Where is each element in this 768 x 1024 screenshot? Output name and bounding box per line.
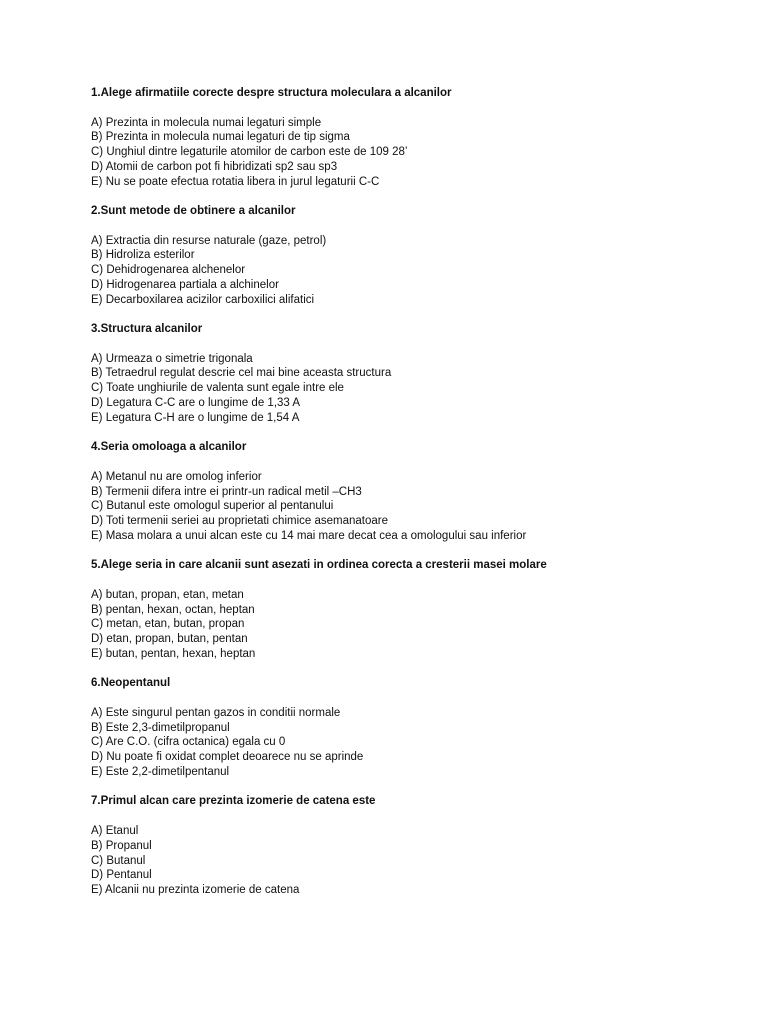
answer-option: A) Etanul [91,824,139,837]
question-6 [91,676,741,779]
question-title: 1.Alege afirmatiile corecte despre structura moleculara a alcanilor [91,87,452,99]
answer-option: D) Hidrogenarea partiala a alchinelor [91,278,279,291]
answer-option: B) Tetraedrul regulat descrie cel mai bine aceasta structura [91,367,392,380]
answer-options [91,116,741,190]
answer-option: B) Propanul [91,839,152,852]
question-title: 6.Neopentanul [91,677,171,690]
question-title: 3.Structura alcanilor [91,323,203,336]
answer-option: A) Prezinta in molecula numai legaturi simple [91,116,322,129]
answer-option: A) Metanul nu are omolog inferior [91,470,262,483]
answer-option: C) Butanul [91,854,146,867]
answer-options [91,588,741,662]
answer-option: C) Butanul este omologul superior al pentanului [91,500,334,513]
answer-option: B) Prezinta in molecula numai legaturi de tip sigma [91,131,350,144]
answer-option: A) Este singurul pentan gazos in conditii normale [91,706,341,719]
answer-option: A) Extractia din resurse naturale (gaze, petrol) [91,234,327,247]
answer-option: E) Alcanii nu prezinta izomerie de catena [91,884,300,897]
question-5 [91,558,741,661]
answer-option: B) Termenii difera intre ei printr-un radical metil –CH3 [91,485,362,498]
question-spacer [91,662,741,677]
answer-options [91,470,741,544]
answer-option: E) Legatura C-H are o lungime de 1,54 A [91,411,300,424]
question-spacer [91,780,741,795]
answer-option: E) Masa molara a unui alcan este cu 14 mai mare decat cea a omologului sau inferior [91,529,527,542]
question-7 [91,794,741,897]
question-spacer [91,308,741,323]
answer-option: D) Legatura C-C are o lungime de 1,33 A [91,397,301,410]
answer-option: D) Atomii de carbon pot fi hibridizati sp2 sau sp3 [91,160,338,173]
answer-options [91,234,741,308]
answer-option: C) Dehidrogenarea alchenelor [91,264,246,277]
answer-option: D) Pentanul [91,869,152,882]
answer-option: E) Decarboxilarea acizilor carboxilici alifatici [91,293,315,306]
document-page [91,86,741,898]
question-1 [91,86,741,189]
answer-options [91,824,741,898]
question-spacer [91,189,741,204]
question-title: 5.Alege seria in care alcanii sunt asezati in ordinea corecta a cresterii masei molare [91,559,547,572]
question-4 [91,440,741,543]
question-spacer [91,426,741,441]
question-spacer [91,544,741,559]
answer-option: C) Unghiul dintre legaturile atomilor de carbon este de 109 28’ [91,146,408,159]
answer-option: C) metan, etan, butan, propan [91,618,245,631]
question-3 [91,322,741,425]
answer-option: C) Are C.O. (cifra octanica) egala cu 0 [91,736,286,749]
answer-option: E) butan, pentan, hexan, heptan [91,648,256,660]
answer-option: B) pentan, hexan, octan, heptan [91,603,255,616]
question-2 [91,204,741,307]
answer-option: D) etan, propan, butan, pentan [91,633,248,646]
question-title: 7.Primul alcan care prezinta izomerie de catena este [91,795,376,808]
question-title: 2.Sunt metode de obtinere a alcanilor [91,205,296,218]
answer-option: D) Nu poate fi oxidat complet deoarece nu se aprinde [91,751,364,764]
answer-option: B) Este 2,3-dimetilpropanul [91,721,230,734]
answer-option: A) Urmeaza o simetrie trigonala [91,352,253,365]
answer-option: A) butan, propan, etan, metan [91,588,244,601]
answer-option: E) Nu se poate efectua rotatia libera in jurul legaturii C-C [91,175,380,188]
question-title: 4.Seria omoloaga a alcanilor [91,441,247,454]
answer-option: D) Toti termenii seriei au proprietati chimice asemanatoare [91,515,389,528]
answer-options [91,352,741,426]
answer-option: B) Hidroliza esterilor [91,249,195,262]
answer-option: E) Este 2,2-dimetilpentanul [91,766,230,779]
answer-options [91,706,741,780]
answer-option: C) Toate unghiurile de valenta sunt egale intre ele [91,382,344,395]
